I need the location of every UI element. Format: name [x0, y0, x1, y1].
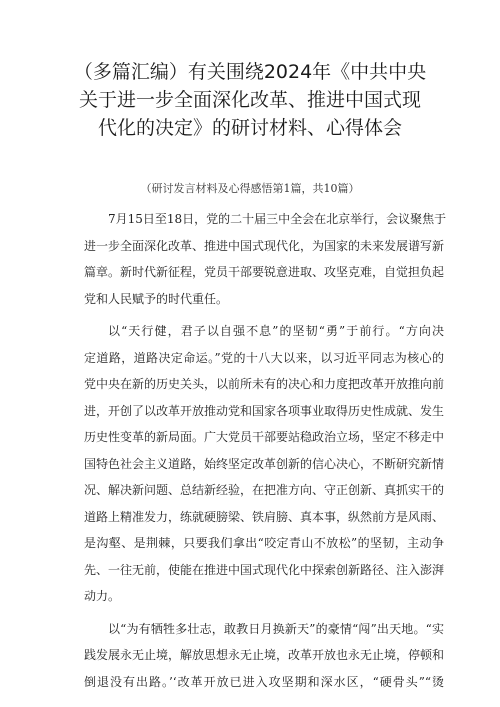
- title-line: （多篇汇编）有关围绕2024年《中共中央: [73, 61, 427, 83]
- paragraph-3: [84, 616, 444, 696]
- paragraph-line: 党中央在新的历史关头，以前所未有的决心和力度把改革开放推向前: [84, 377, 445, 391]
- paragraph-2: [84, 318, 444, 610]
- paragraph-line: 进一步全面深化改革、推进中国式现代化，为国家的未来发展谱写新: [84, 238, 445, 253]
- paragraph-line: 况、解决新问题、总结新经验，在把准方向、守正创新、真抓实干的: [84, 483, 445, 497]
- document-subtitle: （研讨发言材料及心得感悟第1篇，共10篇）: [140, 182, 360, 195]
- paragraph-line: 动力。: [84, 589, 121, 603]
- document-body: [84, 206, 447, 701]
- paragraph-line: 国特色社会主义道路，始终坚定改革创新的信心决心，不断研究新情: [84, 456, 445, 471]
- paragraph-line: 以“天行健，君子以自强不息”的坚韧“勇”于前行。“方向决: [108, 324, 444, 338]
- paragraph-line: 定道路，道路决定命运。”党的十八大以来，以习近平同志为核心的: [84, 350, 444, 365]
- title-line: 代化的决定》的研讨材料、心得体会: [97, 117, 402, 139]
- paragraph-line: 道路上精准发力，练就硬膀梁、铁肩膀、真本事，纵然前方是风雨、: [84, 509, 445, 524]
- paragraph-line: 以“为有牺牲多壮志，敢教日月换新天”的豪情“闯”出天地。“实: [108, 621, 444, 636]
- paragraph-1: [84, 206, 447, 312]
- paragraph-line: 篇章。新时代新征程，党员干部要锐意进取、攻坚克难，自觉担负起: [84, 265, 445, 279]
- document-title: [68, 58, 432, 142]
- paragraph-line: 7月15日至18日，党的二十届三中全会在北京举行，会议聚焦于: [108, 212, 447, 226]
- title-line: 关于进一步全面深化改革、推进中国式现: [78, 89, 421, 111]
- paragraph-line: 进，开创了以改革开放推动党和国家各项事业取得历史性成就、发生: [84, 403, 445, 418]
- paragraph-line: 党和人民赋予的时代重任。: [84, 291, 229, 306]
- paragraph-line: 倒退没有出路。’‘改革开放已进入攻坚期和深水区，“硬骨头”“烫: [84, 674, 444, 689]
- paragraph-line: 先、一往无前，使能在推进中国式现代化中探索创新路径、注入澎湃: [84, 562, 445, 577]
- paragraph-line: 践发展永无止境，解放思想永无止境，改革开放也永无止境，停顿和: [84, 648, 445, 662]
- paragraph-line: 是沟壑、是荆棘，只要我们拿出“咬定青山不放松”的坚韧，主动争: [84, 536, 444, 550]
- paragraph-line: 历史性变革的新局面。广大党员干部要站稳政治立场，坚定不移走中: [84, 430, 445, 444]
